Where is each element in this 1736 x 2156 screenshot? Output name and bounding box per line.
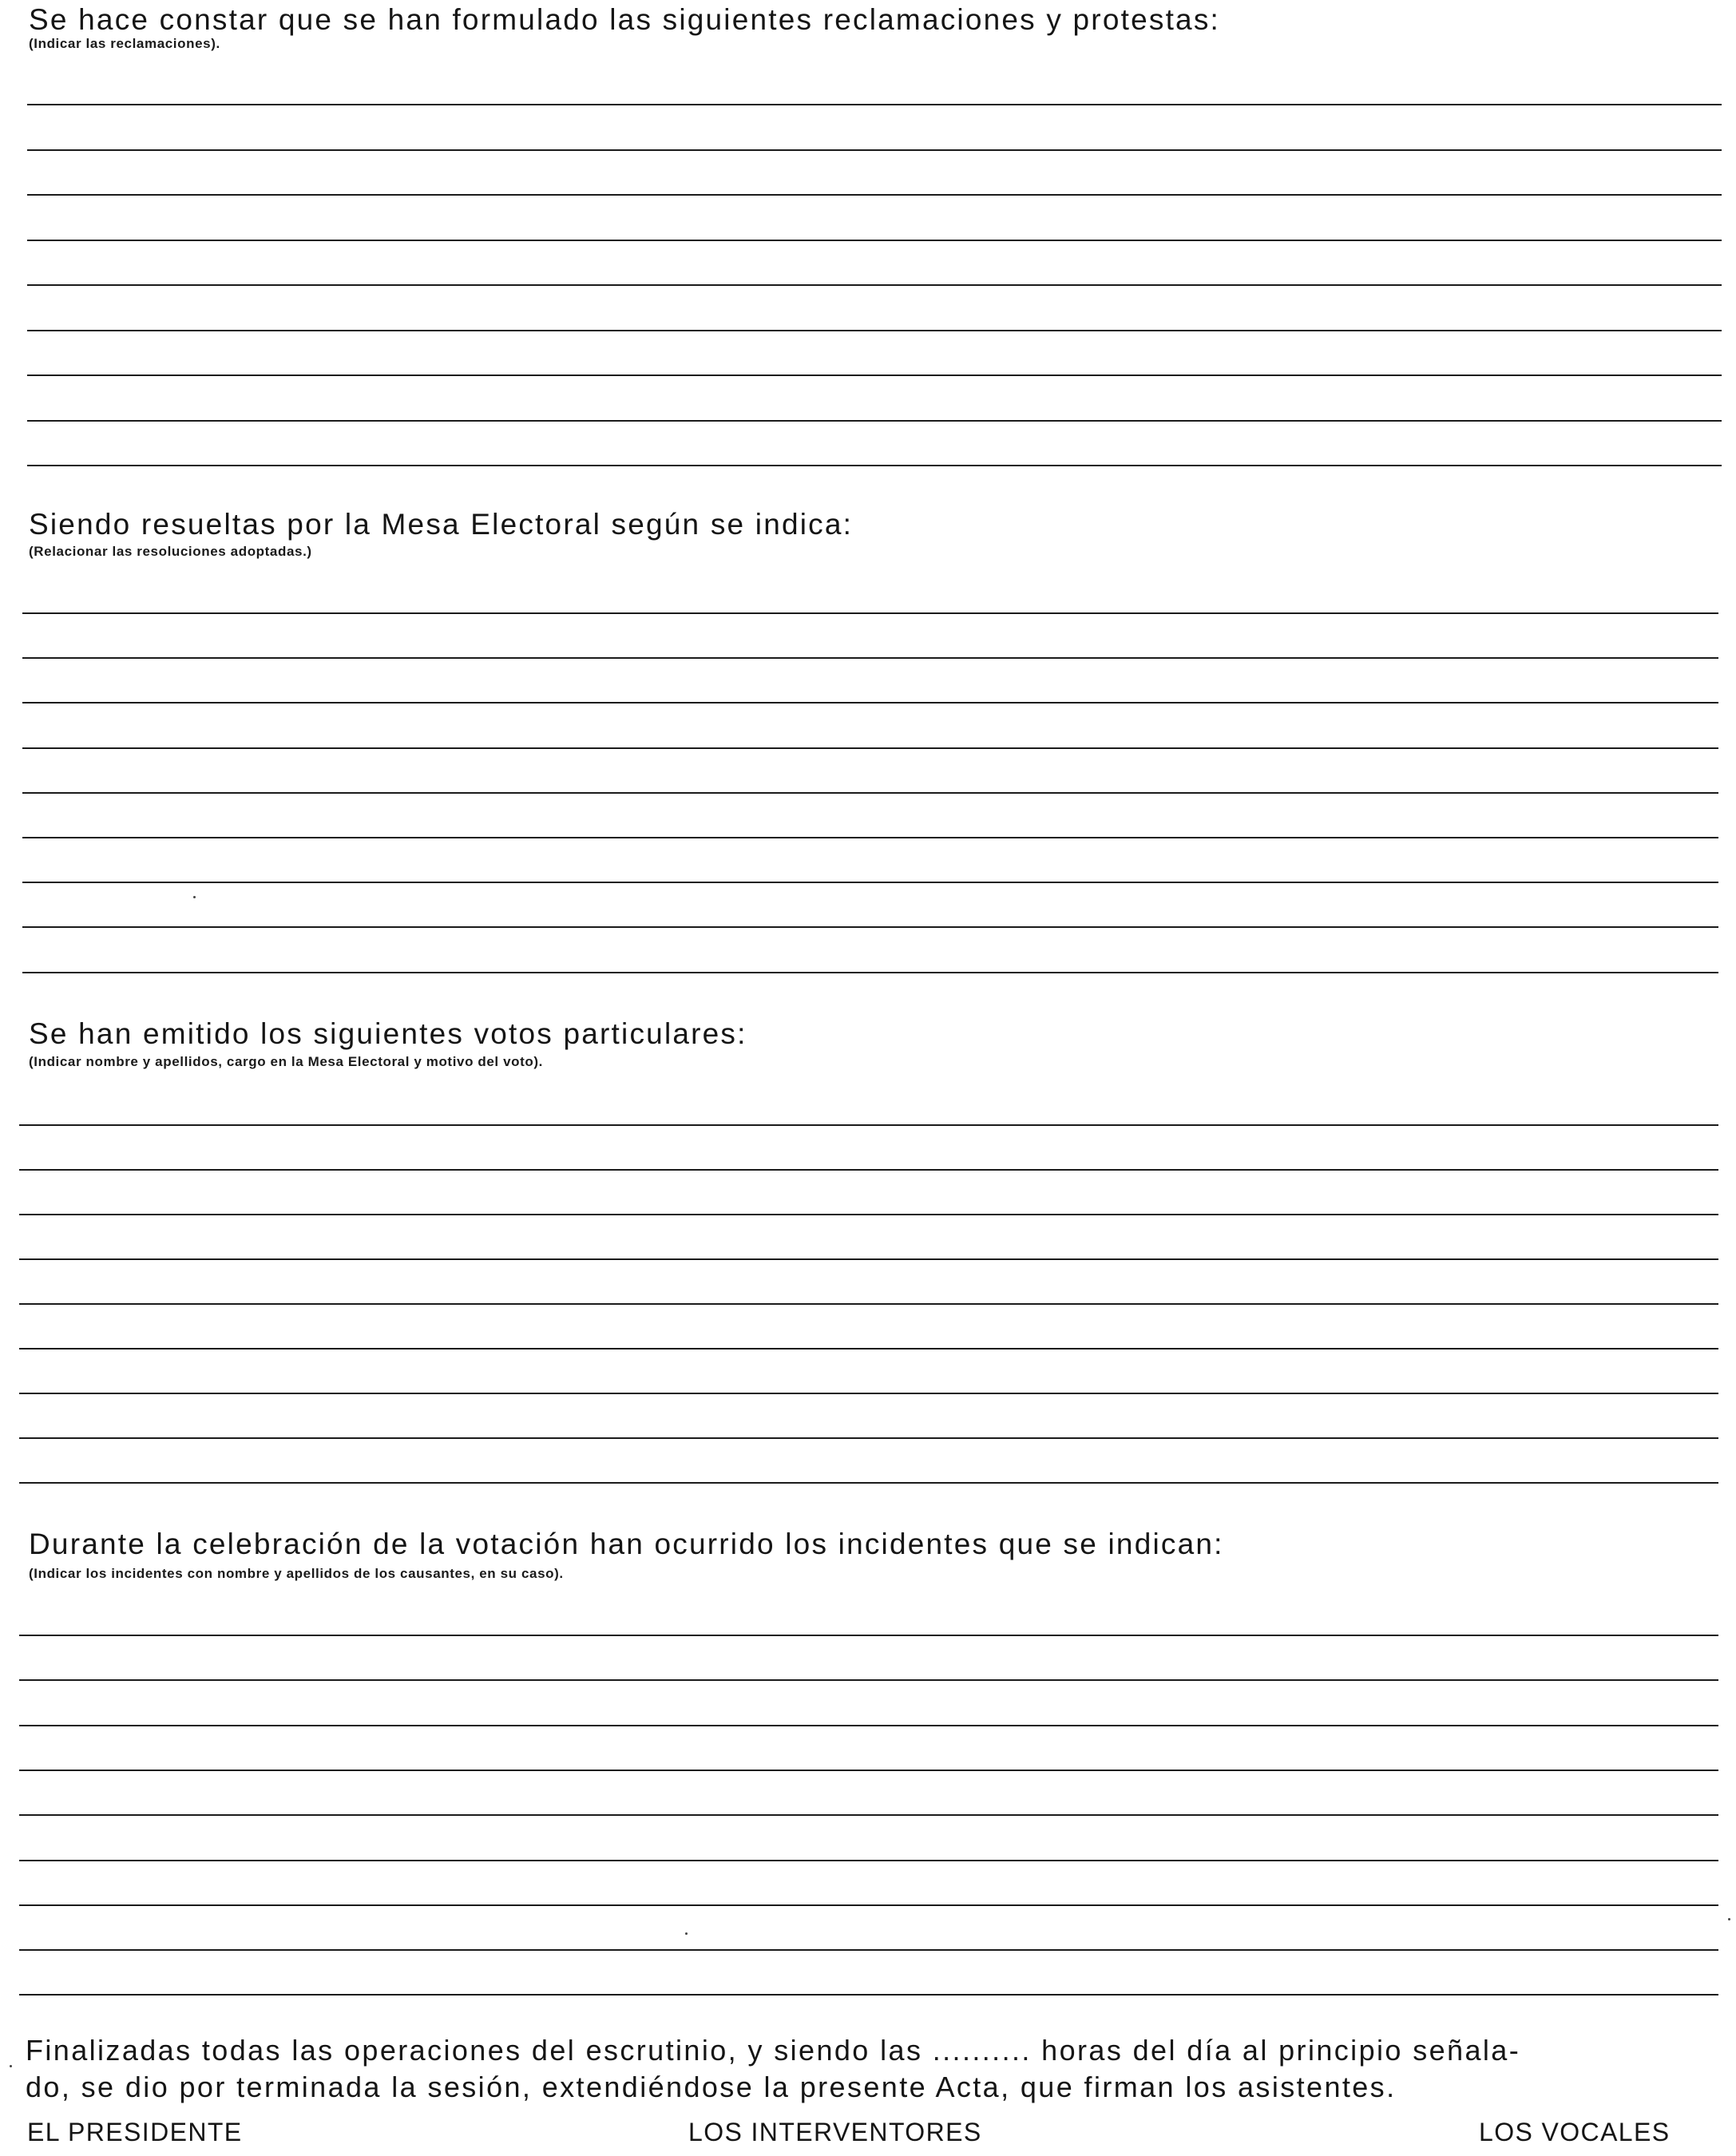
writing-line (22, 657, 1718, 659)
section-note: (Indicar nombre y apellidos, cargo en la Mesa Electoral y motivo del voto). (29, 1054, 543, 1069)
writing-line (19, 1393, 1718, 1394)
section-note: (Relacionar las resoluciones adoptadas.) (29, 544, 312, 559)
writing-line (27, 420, 1722, 422)
writing-line (19, 1860, 1718, 1861)
section-note: (Indicar los incidentes con nombre y apellidos de los causantes, en su caso). (29, 1566, 564, 1581)
writing-line (22, 612, 1718, 614)
writing-line (19, 1949, 1718, 1951)
writing-line (19, 1169, 1718, 1171)
writing-line (27, 194, 1722, 196)
writing-line (27, 104, 1722, 105)
writing-line (27, 284, 1722, 286)
section-heading: Se hace constar que se han formulado las siguientes reclamaciones y protestas: (29, 3, 1221, 36)
writing-line (22, 747, 1718, 749)
writing-line (22, 837, 1718, 838)
writing-line (19, 1770, 1718, 1771)
writing-line (19, 1437, 1718, 1439)
writing-line (22, 926, 1718, 928)
writing-line (19, 1679, 1718, 1681)
section-heading: Se han emitido los siguientes votos particulares: (29, 1017, 747, 1050)
closing-paragraph (26, 2032, 1718, 2106)
section-heading: Durante la celebración de la votación han ocurrido los incidentes que se indican: (29, 1528, 1224, 1560)
writing-line (27, 375, 1722, 376)
writing-line (19, 1725, 1718, 1726)
writing-line (27, 240, 1722, 241)
scan-speck (1728, 1918, 1730, 1920)
writing-line (27, 465, 1722, 466)
writing-line (19, 1814, 1718, 1816)
writing-line (22, 792, 1718, 794)
section-heading: Siendo resueltas por la Mesa Electoral según se indica: (29, 508, 854, 541)
writing-line (22, 972, 1718, 973)
signature-interventores: LOS INTERVENTORES (688, 2118, 982, 2146)
closing-line-2: do, se dio por terminada la sesión, extendiéndose la presente Acta, que firman los asistentes. (26, 2071, 1397, 2103)
scan-speck (10, 2065, 12, 2067)
section-note: (Indicar las reclamaciones). (29, 36, 220, 51)
writing-line (19, 1124, 1718, 1126)
writing-line (19, 1348, 1718, 1349)
closing-line-1: Finalizadas todas las operaciones del escrutinio, y siendo las .......... horas del día al principio señala- (26, 2034, 1521, 2067)
writing-line (22, 702, 1718, 703)
writing-line (27, 149, 1722, 151)
writing-line (19, 1904, 1718, 1906)
writing-line (19, 1258, 1718, 1260)
writing-line (22, 882, 1718, 883)
writing-line (19, 1635, 1718, 1636)
scan-speck (685, 1932, 688, 1935)
writing-line (19, 1303, 1718, 1305)
writing-line (19, 1994, 1718, 1995)
signature-vocales: LOS VOCALES (1479, 2118, 1671, 2146)
writing-line (19, 1214, 1718, 1215)
writing-line (27, 330, 1722, 331)
writing-line (19, 1482, 1718, 1484)
scan-speck (193, 896, 196, 898)
signature-president: EL PRESIDENTE (27, 2118, 243, 2146)
